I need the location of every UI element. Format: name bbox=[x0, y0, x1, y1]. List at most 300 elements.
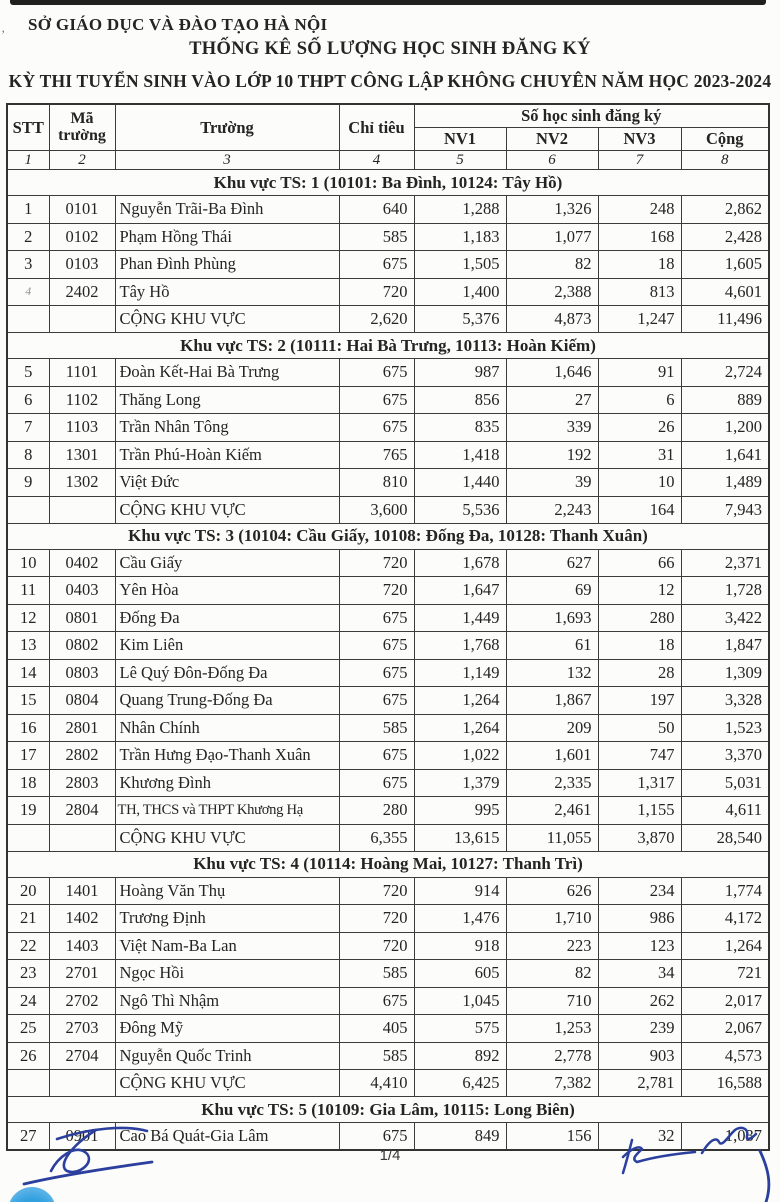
section-header-row bbox=[7, 1097, 769, 1123]
table-row bbox=[7, 604, 769, 632]
region-total-label: CỘNG KHU VỰC bbox=[115, 824, 339, 851]
cell-school-name: Nhân Chính bbox=[115, 714, 339, 742]
cell-stt: 12 bbox=[7, 604, 49, 632]
cell-school-code: 2801 bbox=[49, 714, 115, 742]
region-total-label: CỘNG KHU VỰC bbox=[115, 496, 339, 523]
cell-grand-total: 7,943 bbox=[681, 496, 769, 523]
table-row bbox=[7, 659, 769, 687]
region-total-row bbox=[7, 496, 769, 523]
cell-nv1: 856 bbox=[414, 386, 506, 414]
cell-total: 889 bbox=[681, 386, 769, 414]
section-title: Khu vực TS: 2 (10111: Hai Bà Trưng, 10113: Hoàn Kiếm) bbox=[7, 333, 769, 359]
cell-quota: 720 bbox=[339, 905, 414, 933]
cell-stt: 9 bbox=[7, 469, 49, 497]
cell-nv3-total: 3,870 bbox=[598, 824, 681, 851]
cell-stt: 19 bbox=[7, 797, 49, 825]
cell-stt: 11 bbox=[7, 577, 49, 605]
cell-grand-total: 11,496 bbox=[681, 306, 769, 333]
cell-quota: 585 bbox=[339, 714, 414, 742]
agency-name: SỞ GIÁO DỤC VÀ ĐÀO TẠO HÀ NỘI bbox=[28, 15, 328, 34]
cell-nv3: 50 bbox=[598, 714, 681, 742]
cell-school-name: Hoàng Văn Thụ bbox=[115, 877, 339, 905]
scan-artifact-mark: ‚ bbox=[1, 20, 6, 35]
table-row bbox=[7, 223, 769, 251]
cell-nv2: 1,253 bbox=[506, 1015, 598, 1043]
cell-code-empty bbox=[49, 496, 115, 523]
cell-nv1: 1,505 bbox=[414, 251, 506, 279]
table-row bbox=[7, 797, 769, 825]
column-index: 4 bbox=[339, 151, 414, 170]
cell-nv3-total: 164 bbox=[598, 496, 681, 523]
cell-quota: 765 bbox=[339, 441, 414, 469]
cell-nv3: 1,155 bbox=[598, 797, 681, 825]
cell-nv1: 575 bbox=[414, 1015, 506, 1043]
cell-stt: 25 bbox=[7, 1015, 49, 1043]
cell-school-code: 0403 bbox=[49, 577, 115, 605]
cell-quota: 405 bbox=[339, 1015, 414, 1043]
table-row bbox=[7, 987, 769, 1015]
cell-total: 4,601 bbox=[681, 278, 769, 306]
cell-nv3: 12 bbox=[598, 577, 681, 605]
cell-quota: 585 bbox=[339, 223, 414, 251]
cell-stt: 8 bbox=[7, 441, 49, 469]
cell-school-name: Việt Đức bbox=[115, 469, 339, 497]
table-row bbox=[7, 359, 769, 387]
cell-total: 3,370 bbox=[681, 742, 769, 770]
cell-quota-total: 6,355 bbox=[339, 824, 414, 851]
cell-nv1: 1,440 bbox=[414, 469, 506, 497]
cell-nv3: 34 bbox=[598, 960, 681, 988]
cell-stt: 14 bbox=[7, 659, 49, 687]
cell-nv3: 32 bbox=[598, 1123, 681, 1151]
chat-bubble-overlay-icon[interactable] bbox=[8, 1187, 56, 1202]
cell-school-code: 0803 bbox=[49, 659, 115, 687]
region-total-row bbox=[7, 824, 769, 851]
cell-quota: 675 bbox=[339, 1123, 414, 1151]
header-row-1 bbox=[7, 104, 769, 128]
cell-nv2: 2,778 bbox=[506, 1042, 598, 1070]
cell-nv3: 280 bbox=[598, 604, 681, 632]
cell-school-name: Trần Phú-Hoàn Kiếm bbox=[115, 441, 339, 469]
table-row bbox=[7, 386, 769, 414]
cell-school-name: Kim Liên bbox=[115, 632, 339, 660]
cell-stt: 15 bbox=[7, 687, 49, 715]
cell-total: 2,067 bbox=[681, 1015, 769, 1043]
cell-school-name: Tây Hồ bbox=[115, 278, 339, 306]
cell-quota: 675 bbox=[339, 632, 414, 660]
cell-school-code: 0402 bbox=[49, 549, 115, 577]
column-header-stt: STT bbox=[7, 104, 49, 151]
cell-quota: 640 bbox=[339, 196, 414, 224]
cell-nv2: 156 bbox=[506, 1123, 598, 1151]
cell-nv2: 1,710 bbox=[506, 905, 598, 933]
cell-school-code: 1402 bbox=[49, 905, 115, 933]
cell-nv1: 892 bbox=[414, 1042, 506, 1070]
cell-school-code: 1302 bbox=[49, 469, 115, 497]
cell-nv2: 61 bbox=[506, 632, 598, 660]
cell-nv3: 248 bbox=[598, 196, 681, 224]
cell-nv2: 223 bbox=[506, 932, 598, 960]
column-index: 5 bbox=[414, 151, 506, 170]
cell-total: 2,017 bbox=[681, 987, 769, 1015]
cell-school-code: 1401 bbox=[49, 877, 115, 905]
cell-nv1: 1,045 bbox=[414, 987, 506, 1015]
cell-school-code: 1102 bbox=[49, 386, 115, 414]
cell-quota: 720 bbox=[339, 932, 414, 960]
cell-stt: 27 bbox=[7, 1123, 49, 1151]
cell-total: 2,428 bbox=[681, 223, 769, 251]
cell-school-name: Phan Đình Phùng bbox=[115, 251, 339, 279]
cell-quota: 675 bbox=[339, 604, 414, 632]
cell-nv3: 813 bbox=[598, 278, 681, 306]
cell-total: 721 bbox=[681, 960, 769, 988]
document-subtitle: KỲ THI TUYỂN SINH VÀO LỚP 10 THPT CÔNG LẬP KHÔNG CHUYÊN NĂM HỌC 2023-2024 bbox=[8, 71, 772, 91]
column-header-nv1: NV1 bbox=[414, 128, 506, 151]
cell-nv3: 10 bbox=[598, 469, 681, 497]
cell-nv1: 987 bbox=[414, 359, 506, 387]
cell-total: 2,862 bbox=[681, 196, 769, 224]
cell-quota: 675 bbox=[339, 687, 414, 715]
cell-school-name: Đống Đa bbox=[115, 604, 339, 632]
table-row bbox=[7, 769, 769, 797]
cell-nv3: 1,317 bbox=[598, 769, 681, 797]
cell-stt: 1 bbox=[7, 196, 49, 224]
cell-nv3: 91 bbox=[598, 359, 681, 387]
column-header-school-code: Mã trường bbox=[49, 104, 115, 151]
cell-school-code: 1103 bbox=[49, 414, 115, 442]
cell-school-name: Việt Nam-Ba Lan bbox=[115, 932, 339, 960]
column-header-school: Trường bbox=[115, 104, 339, 151]
cell-school-code: 1403 bbox=[49, 932, 115, 960]
cell-school-code: 0802 bbox=[49, 632, 115, 660]
cell-nv1: 1,647 bbox=[414, 577, 506, 605]
cell-nv2: 132 bbox=[506, 659, 598, 687]
section-header-row bbox=[7, 333, 769, 359]
cell-school-name: Thăng Long bbox=[115, 386, 339, 414]
cell-total: 1,037 bbox=[681, 1123, 769, 1151]
cell-quota: 720 bbox=[339, 278, 414, 306]
cell-quota: 585 bbox=[339, 1042, 414, 1070]
cell-school-name: Đông Mỹ bbox=[115, 1015, 339, 1043]
column-index: 7 bbox=[598, 151, 681, 170]
table-row bbox=[7, 905, 769, 933]
cell-nv1-total: 6,425 bbox=[414, 1070, 506, 1097]
cell-nv3: 986 bbox=[598, 905, 681, 933]
cell-total: 2,724 bbox=[681, 359, 769, 387]
cell-nv2: 69 bbox=[506, 577, 598, 605]
registration-statistics-table bbox=[6, 103, 770, 1151]
cell-quota: 675 bbox=[339, 659, 414, 687]
cell-nv2: 82 bbox=[506, 960, 598, 988]
table-row bbox=[7, 932, 769, 960]
cell-nv1: 1,768 bbox=[414, 632, 506, 660]
table-row bbox=[7, 577, 769, 605]
cell-nv3: 28 bbox=[598, 659, 681, 687]
section-header-row bbox=[7, 851, 769, 877]
cell-school-code: 1101 bbox=[49, 359, 115, 387]
cell-school-name: Trần Hưng Đạo-Thanh Xuân bbox=[115, 742, 339, 770]
table-row bbox=[7, 414, 769, 442]
cell-nv1: 1,400 bbox=[414, 278, 506, 306]
cell-school-code: 0102 bbox=[49, 223, 115, 251]
cell-nv1: 605 bbox=[414, 960, 506, 988]
cell-nv1: 1,449 bbox=[414, 604, 506, 632]
document-title: THỐNG KÊ SỐ LƯỢNG HỌC SINH ĐĂNG KÝ bbox=[189, 39, 591, 59]
table-row bbox=[7, 1015, 769, 1043]
cell-nv1: 849 bbox=[414, 1123, 506, 1151]
cell-school-code: 2701 bbox=[49, 960, 115, 988]
cell-stt: 5 bbox=[7, 359, 49, 387]
cell-stt: 18 bbox=[7, 769, 49, 797]
cell-nv1-total: 5,376 bbox=[414, 306, 506, 333]
cell-school-code: 0801 bbox=[49, 604, 115, 632]
cell-nv1: 1,022 bbox=[414, 742, 506, 770]
cell-quota: 675 bbox=[339, 251, 414, 279]
cell-quota: 675 bbox=[339, 359, 414, 387]
cell-nv3: 903 bbox=[598, 1042, 681, 1070]
table-row bbox=[7, 687, 769, 715]
table-row bbox=[7, 1123, 769, 1151]
section-title: Khu vực TS: 3 (10104: Cầu Giấy, 10108: Đống Đa, 10128: Thanh Xuân) bbox=[7, 523, 769, 549]
cell-nv1: 1,264 bbox=[414, 687, 506, 715]
table-row bbox=[7, 549, 769, 577]
section-header-row bbox=[7, 170, 769, 196]
cell-stt: 7 bbox=[7, 414, 49, 442]
cell-nv2: 1,326 bbox=[506, 196, 598, 224]
cell-total: 5,031 bbox=[681, 769, 769, 797]
cell-school-name: Quang Trung-Đống Đa bbox=[115, 687, 339, 715]
cell-stt: 16 bbox=[7, 714, 49, 742]
cell-nv1: 995 bbox=[414, 797, 506, 825]
cell-stt: 24 bbox=[7, 987, 49, 1015]
cell-school-name: Yên Hòa bbox=[115, 577, 339, 605]
cell-school-code: 0804 bbox=[49, 687, 115, 715]
column-header-nv3: NV3 bbox=[598, 128, 681, 151]
cell-quota: 720 bbox=[339, 549, 414, 577]
cell-total: 4,573 bbox=[681, 1042, 769, 1070]
column-index-row bbox=[7, 151, 769, 170]
cell-total: 1,605 bbox=[681, 251, 769, 279]
cell-quota: 675 bbox=[339, 386, 414, 414]
cell-quota: 675 bbox=[339, 414, 414, 442]
cell-quota: 675 bbox=[339, 987, 414, 1015]
cell-quota: 720 bbox=[339, 877, 414, 905]
column-header-quota: Chỉ tiêu bbox=[339, 104, 414, 151]
cell-nv2: 1,646 bbox=[506, 359, 598, 387]
cell-nv3: 239 bbox=[598, 1015, 681, 1043]
cell-total: 2,371 bbox=[681, 549, 769, 577]
cell-total: 1,489 bbox=[681, 469, 769, 497]
cell-nv1: 1,264 bbox=[414, 714, 506, 742]
cell-stt: 3 bbox=[7, 251, 49, 279]
cell-nv2: 209 bbox=[506, 714, 598, 742]
cell-nv2: 1,077 bbox=[506, 223, 598, 251]
cell-quota: 675 bbox=[339, 769, 414, 797]
table-row bbox=[7, 469, 769, 497]
region-total-row bbox=[7, 306, 769, 333]
table-row bbox=[7, 251, 769, 279]
cell-school-name: Phạm Hồng Thái bbox=[115, 223, 339, 251]
cell-stt-empty bbox=[7, 306, 49, 333]
cell-quota: 675 bbox=[339, 742, 414, 770]
table-row bbox=[7, 632, 769, 660]
cell-nv1: 1,418 bbox=[414, 441, 506, 469]
cell-school-name: Khương Đình bbox=[115, 769, 339, 797]
cell-nv3: 123 bbox=[598, 932, 681, 960]
cell-school-name: Nguyễn Quốc Trinh bbox=[115, 1042, 339, 1070]
cell-school-code: 2402 bbox=[49, 278, 115, 306]
cell-nv3: 197 bbox=[598, 687, 681, 715]
cell-school-name: Ngọc Hồi bbox=[115, 960, 339, 988]
cell-quota-total: 3,600 bbox=[339, 496, 414, 523]
cell-nv2: 192 bbox=[506, 441, 598, 469]
column-header-nv2: NV2 bbox=[506, 128, 598, 151]
cell-code-empty bbox=[49, 1070, 115, 1097]
cell-nv1: 1,379 bbox=[414, 769, 506, 797]
cell-school-code: 2803 bbox=[49, 769, 115, 797]
table-row bbox=[7, 960, 769, 988]
cell-school-name: Cao Bá Quát-Gia Lâm bbox=[115, 1123, 339, 1151]
cell-nv3: 18 bbox=[598, 632, 681, 660]
cell-school-name: TH, THCS và THPT Khương Hạ bbox=[115, 797, 339, 825]
section-title: Khu vực TS: 4 (10114: Hoàng Mai, 10127: Thanh Trì) bbox=[7, 851, 769, 877]
cell-nv2: 710 bbox=[506, 987, 598, 1015]
page-number: 1/4 bbox=[379, 1147, 401, 1164]
cell-stt: 13 bbox=[7, 632, 49, 660]
cell-nv1: 914 bbox=[414, 877, 506, 905]
cell-nv2-total: 11,055 bbox=[506, 824, 598, 851]
table-row bbox=[7, 1042, 769, 1070]
cell-quota: 810 bbox=[339, 469, 414, 497]
table-row bbox=[7, 714, 769, 742]
cell-nv3-total: 2,781 bbox=[598, 1070, 681, 1097]
cell-school-code: 2802 bbox=[49, 742, 115, 770]
cell-nv2: 2,335 bbox=[506, 769, 598, 797]
cell-stt: 26 bbox=[7, 1042, 49, 1070]
cell-stt: 21 bbox=[7, 905, 49, 933]
cell-total: 3,328 bbox=[681, 687, 769, 715]
cell-school-code: 0103 bbox=[49, 251, 115, 279]
cell-stt: 17 bbox=[7, 742, 49, 770]
cell-total: 1,309 bbox=[681, 659, 769, 687]
cell-nv2: 27 bbox=[506, 386, 598, 414]
cell-grand-total: 16,588 bbox=[681, 1070, 769, 1097]
cell-nv2: 626 bbox=[506, 877, 598, 905]
region-total-label: CỘNG KHU VỰC bbox=[115, 306, 339, 333]
cell-total: 1,264 bbox=[681, 932, 769, 960]
cell-quota: 720 bbox=[339, 577, 414, 605]
cell-school-name: Ngô Thì Nhậm bbox=[115, 987, 339, 1015]
cell-total: 1,847 bbox=[681, 632, 769, 660]
cell-nv2: 627 bbox=[506, 549, 598, 577]
cell-school-code: 2804 bbox=[49, 797, 115, 825]
cell-code-empty bbox=[49, 824, 115, 851]
cell-nv3-total: 1,247 bbox=[598, 306, 681, 333]
cell-stt: 2 bbox=[7, 223, 49, 251]
cell-school-name: Trương Định bbox=[115, 905, 339, 933]
cell-total: 3,422 bbox=[681, 604, 769, 632]
section-title: Khu vực TS: 5 (10109: Gia Lâm, 10115: Long Biên) bbox=[7, 1097, 769, 1123]
column-index: 6 bbox=[506, 151, 598, 170]
cell-nv1: 918 bbox=[414, 932, 506, 960]
cell-quota-total: 2,620 bbox=[339, 306, 414, 333]
region-total-label: CỘNG KHU VỰC bbox=[115, 1070, 339, 1097]
cell-school-name: Đoàn Kết-Hai Bà Trưng bbox=[115, 359, 339, 387]
cell-stt: 23 bbox=[7, 960, 49, 988]
column-header-total: Cộng bbox=[681, 128, 769, 151]
cell-total: 1,200 bbox=[681, 414, 769, 442]
cell-nv2-total: 2,243 bbox=[506, 496, 598, 523]
cell-quota: 585 bbox=[339, 960, 414, 988]
cell-nv2: 339 bbox=[506, 414, 598, 442]
table-row bbox=[7, 877, 769, 905]
cell-school-code: 1301 bbox=[49, 441, 115, 469]
cell-stt-empty bbox=[7, 496, 49, 523]
cell-nv1-total: 13,615 bbox=[414, 824, 506, 851]
cell-nv3: 66 bbox=[598, 549, 681, 577]
cell-school-name: Cầu Giấy bbox=[115, 549, 339, 577]
cell-nv3: 26 bbox=[598, 414, 681, 442]
table-row bbox=[7, 742, 769, 770]
cell-nv3: 6 bbox=[598, 386, 681, 414]
column-index: 1 bbox=[7, 151, 49, 170]
cell-school-name: Trần Nhân Tông bbox=[115, 414, 339, 442]
cell-school-code: 2704 bbox=[49, 1042, 115, 1070]
cell-school-code: 2703 bbox=[49, 1015, 115, 1043]
cell-school-code: 2702 bbox=[49, 987, 115, 1015]
scan-edge-strip bbox=[10, 0, 766, 5]
cell-school-name: Lê Quý Đôn-Đống Đa bbox=[115, 659, 339, 687]
cell-nv3: 168 bbox=[598, 223, 681, 251]
cell-total: 1,774 bbox=[681, 877, 769, 905]
region-total-row bbox=[7, 1070, 769, 1097]
cell-stt: 22 bbox=[7, 932, 49, 960]
cell-nv2: 2,461 bbox=[506, 797, 598, 825]
cell-nv3: 234 bbox=[598, 877, 681, 905]
cell-code-empty bbox=[49, 306, 115, 333]
cell-nv2-total: 7,382 bbox=[506, 1070, 598, 1097]
cell-nv2-total: 4,873 bbox=[506, 306, 598, 333]
cell-nv3: 747 bbox=[598, 742, 681, 770]
cell-stt: 6 bbox=[7, 386, 49, 414]
cell-school-name: Nguyễn Trãi-Ba Đình bbox=[115, 196, 339, 224]
cell-nv2: 2,388 bbox=[506, 278, 598, 306]
cell-total: 4,172 bbox=[681, 905, 769, 933]
cell-quota: 280 bbox=[339, 797, 414, 825]
cell-total: 1,728 bbox=[681, 577, 769, 605]
column-index: 3 bbox=[115, 151, 339, 170]
cell-nv2: 1,693 bbox=[506, 604, 598, 632]
table-row bbox=[7, 441, 769, 469]
cell-grand-total: 28,540 bbox=[681, 824, 769, 851]
cell-nv2: 1,601 bbox=[506, 742, 598, 770]
column-index: 8 bbox=[681, 151, 769, 170]
cell-stt-empty bbox=[7, 1070, 49, 1097]
cell-nv1: 1,288 bbox=[414, 196, 506, 224]
cell-quota-total: 4,410 bbox=[339, 1070, 414, 1097]
cell-nv3: 262 bbox=[598, 987, 681, 1015]
cell-nv3: 31 bbox=[598, 441, 681, 469]
cell-school-code: 0901 bbox=[49, 1123, 115, 1151]
cell-nv1-total: 5,536 bbox=[414, 496, 506, 523]
column-header-registered-students: Số học sinh đăng ký bbox=[414, 104, 769, 128]
cell-nv1: 835 bbox=[414, 414, 506, 442]
cell-total: 4,611 bbox=[681, 797, 769, 825]
cell-total: 1,641 bbox=[681, 441, 769, 469]
cell-school-code: 0101 bbox=[49, 196, 115, 224]
cell-nv3: 18 bbox=[598, 251, 681, 279]
cell-nv2: 1,867 bbox=[506, 687, 598, 715]
